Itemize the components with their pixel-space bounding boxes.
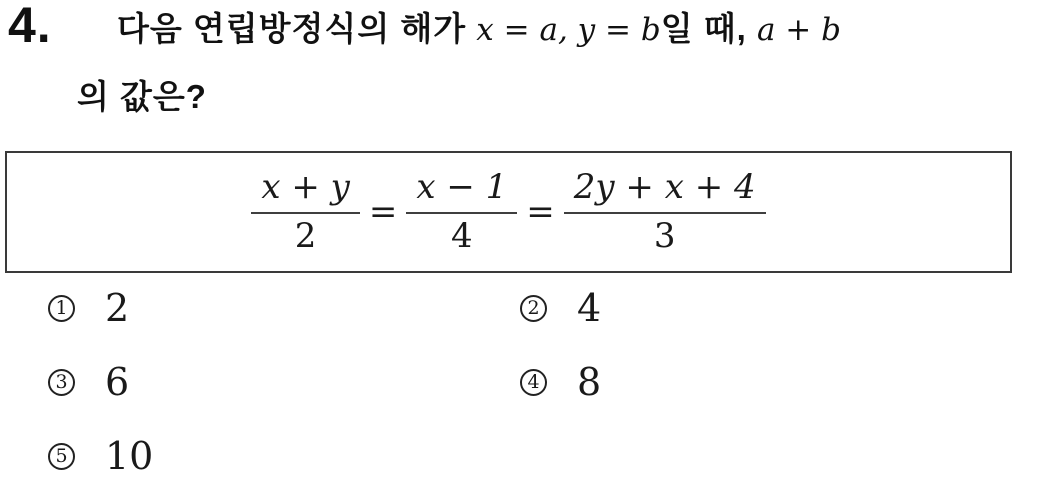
circled-number-marker: 5: [48, 443, 75, 470]
question-number: 4.: [8, 0, 52, 53]
fraction-1: [251, 169, 360, 255]
answer-option-4: [520, 362, 920, 402]
fraction-2-denominator: 4: [451, 215, 473, 256]
question-text-line2: 의 값은?: [77, 78, 207, 115]
fraction-2-numerator: x − 1: [406, 169, 517, 213]
fraction-3-numerator: 2y + x + 4: [564, 169, 766, 213]
equation: [248, 169, 768, 255]
option-value: 2: [105, 286, 130, 330]
equals-sign: =: [368, 192, 398, 232]
answer-option-5: [48, 436, 520, 476]
inline-math-x-equals-a: x = a,: [476, 12, 578, 48]
question-text-line1: [117, 6, 841, 52]
fraction-1-denominator: 2: [294, 215, 317, 256]
option-value: 8: [577, 360, 602, 404]
fraction-3: [564, 169, 766, 255]
answer-option-3: [48, 362, 520, 402]
answer-option-2: [520, 288, 920, 328]
circled-number-marker: 1: [48, 295, 75, 322]
answer-option-1: [48, 288, 520, 328]
inline-math-a-plus-b: a + b: [756, 12, 841, 48]
fraction-2: [406, 169, 517, 255]
circled-number-marker: 2: [520, 295, 547, 322]
answer-options: [48, 288, 920, 476]
option-value: 6: [105, 360, 130, 404]
fraction-3-denominator: 3: [653, 215, 676, 256]
inline-math-y-equals-b: y = b: [577, 12, 661, 48]
circled-number-marker: 3: [48, 369, 75, 396]
question-text-segment: 일 때,: [660, 10, 757, 47]
fraction-1-numerator: x + y: [251, 169, 360, 213]
circled-number-marker: 4: [520, 369, 547, 396]
equation-box: [5, 151, 1012, 273]
option-value: 4: [577, 286, 602, 330]
option-value: 10: [105, 434, 154, 478]
question-text-segment: 다음 연립방정식의 해가: [117, 10, 477, 47]
equals-sign: =: [526, 192, 555, 232]
